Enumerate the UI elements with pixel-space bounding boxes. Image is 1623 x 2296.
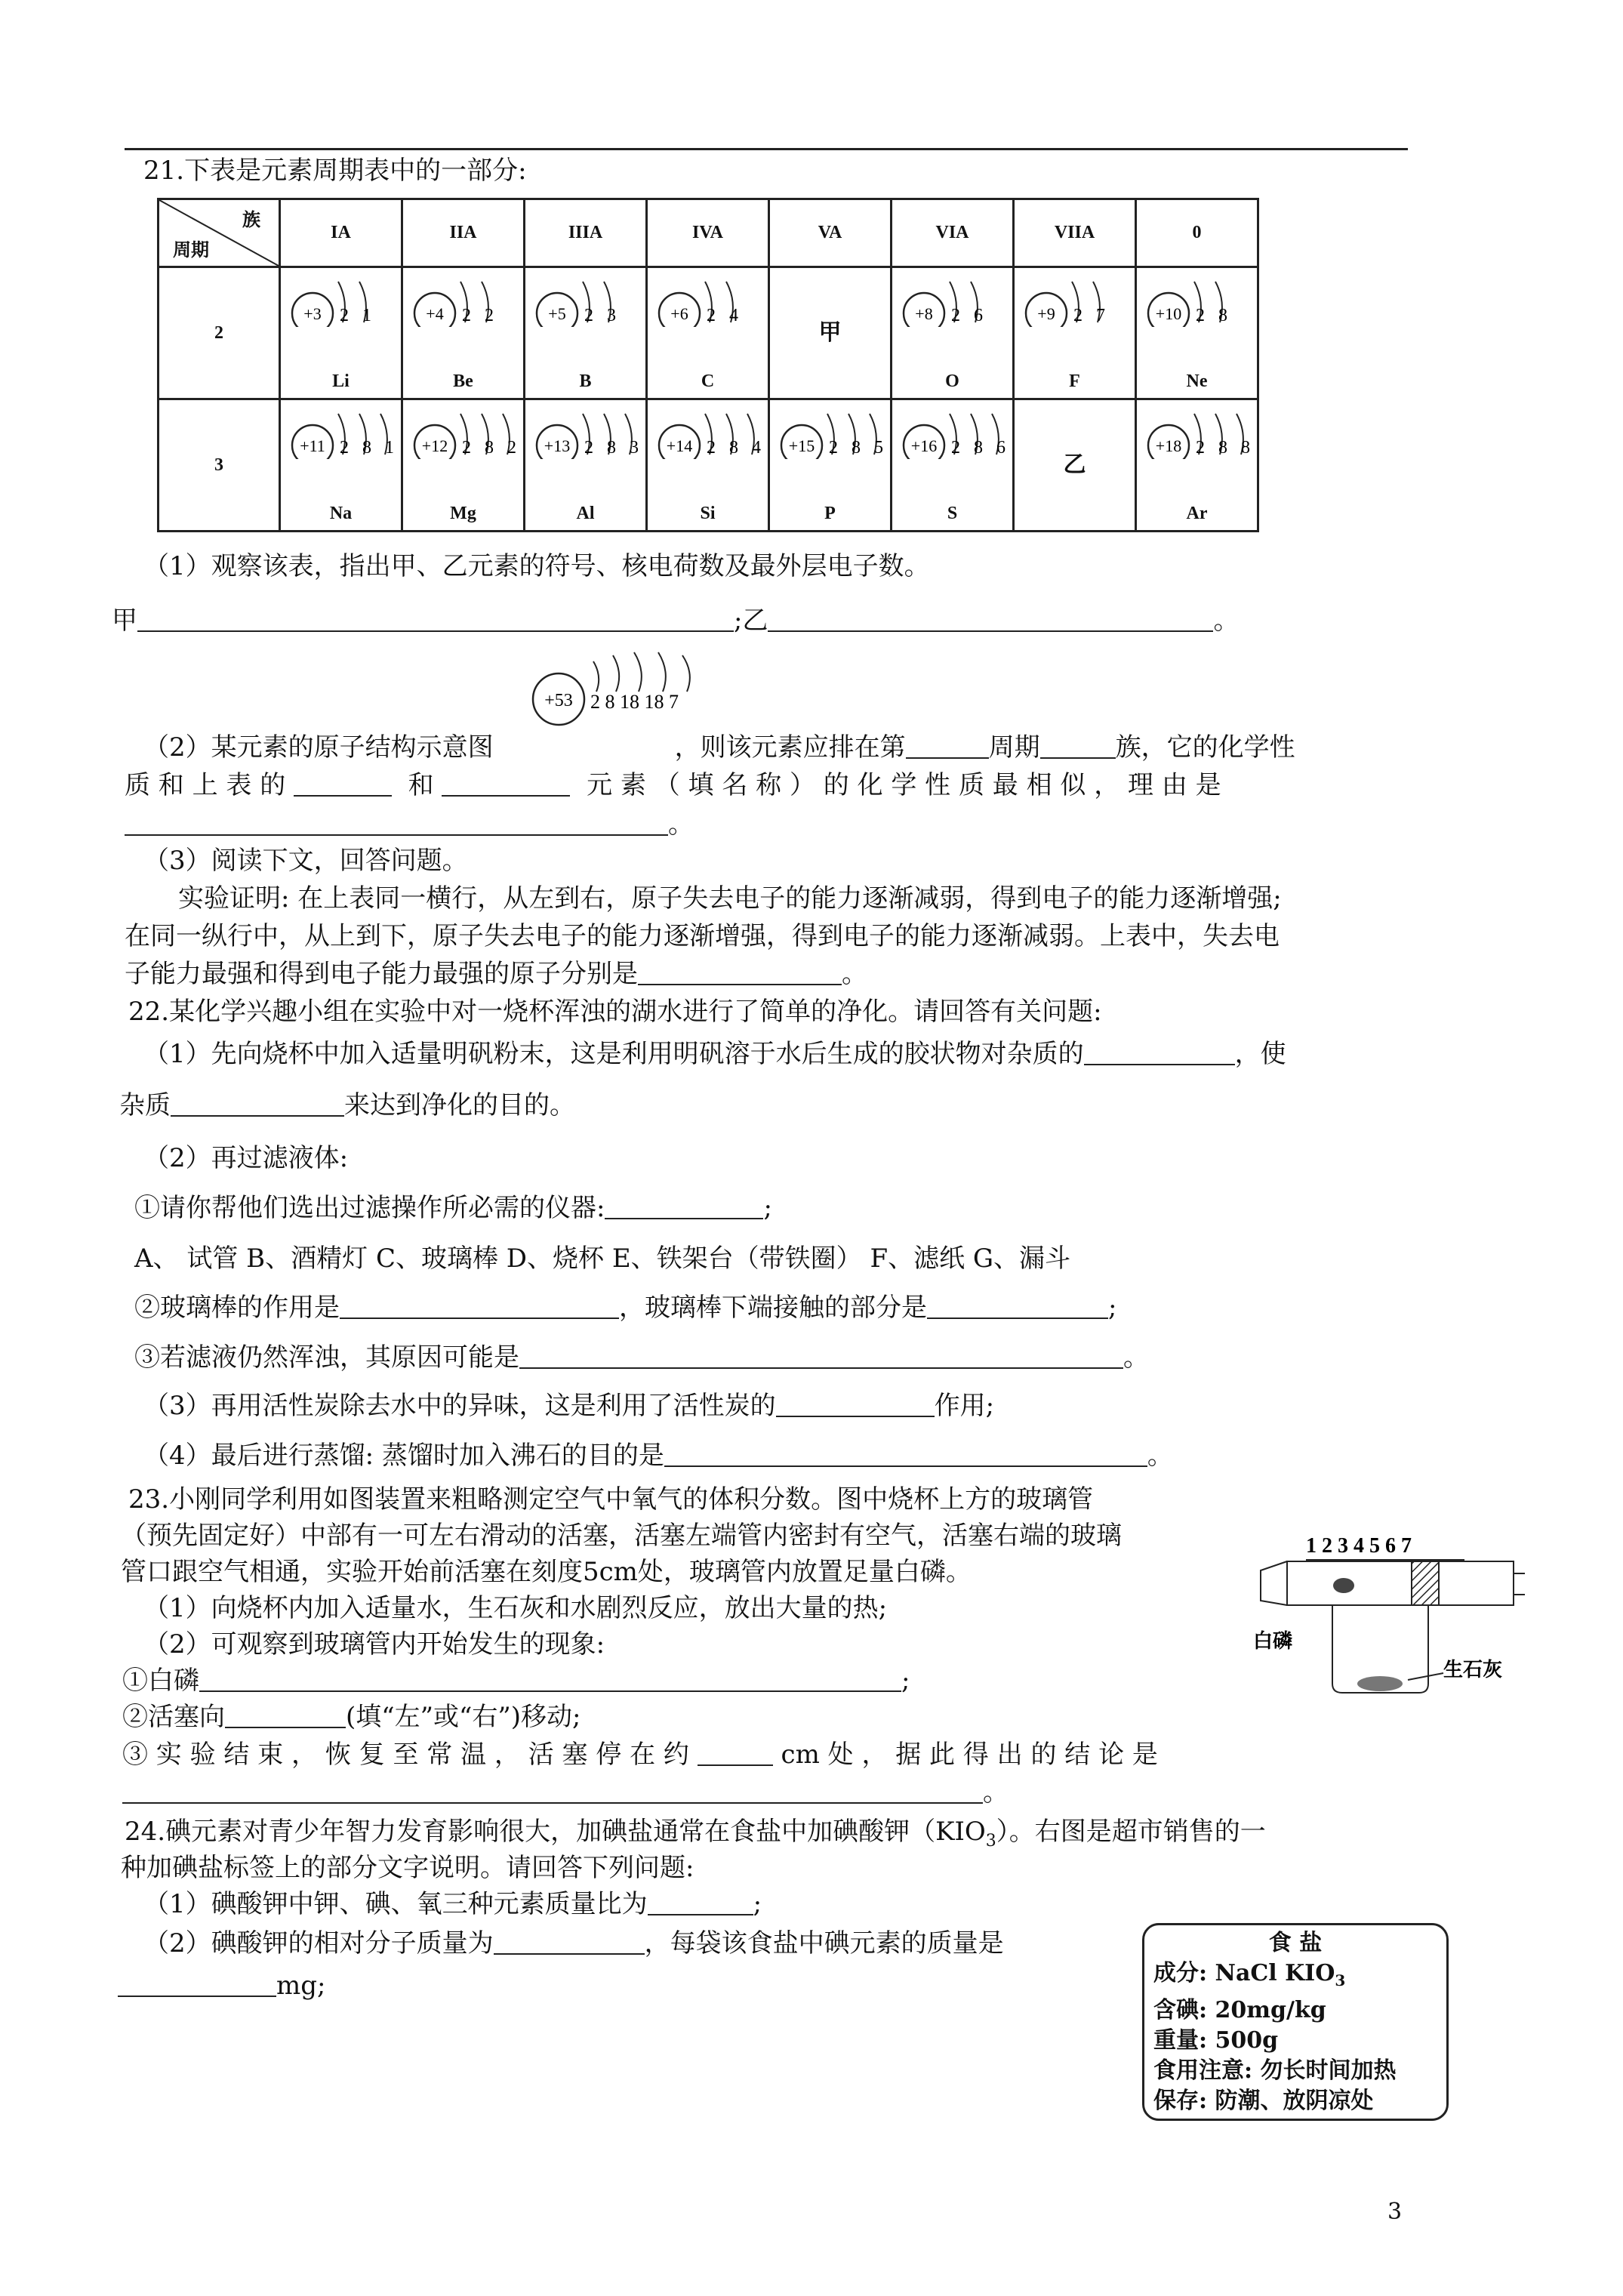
answer-blank[interactable] <box>664 1443 1147 1467</box>
period-label: 2 <box>159 267 280 399</box>
q21-title: 21.下表是元素周期表中的一部分: <box>143 156 527 186</box>
period-blank[interactable] <box>906 735 989 759</box>
electron-shells: 2 8 3 <box>584 438 643 458</box>
answer-blank[interactable] <box>648 1891 753 1915</box>
iodine-nucleus: +53 <box>544 691 573 710</box>
element-cell <box>402 399 525 532</box>
atom-diagram <box>1146 411 1259 459</box>
atom-diagram <box>290 411 403 459</box>
electron-shells: 2 8 4 <box>707 438 765 458</box>
element-symbol: Mg <box>450 504 476 523</box>
apparatus-diagram <box>1253 1525 1525 1706</box>
electron-shells: 2 8 <box>1196 306 1232 325</box>
q23-part1: （1）向烧杯内加入适量水，生石灰和水剧烈反应，放出大量的热; <box>143 1593 888 1623</box>
iodine-atom-diagram <box>528 646 717 729</box>
element-symbol: Si <box>700 504 716 523</box>
nucleus-charge: +8 <box>915 304 933 323</box>
atom-diagram <box>657 279 770 327</box>
q22-part1-line1: （1）先向烧杯中加入适量明矾粉末，这是利用明矾溶于水后生成的胶状物对杂质的 ，使 <box>143 1039 1286 1069</box>
q22-part1-line2: 杂质 来达到净化的目的。 <box>119 1090 575 1120</box>
group-header: VA <box>769 199 892 267</box>
electron-shells: 2 8 5 <box>829 438 888 458</box>
element-symbol: P <box>824 504 836 523</box>
element-symbol: F <box>1069 371 1080 391</box>
quicklime-label: 生石灰 <box>1443 1658 1503 1681</box>
quicklime-icon <box>1357 1676 1403 1691</box>
element-cell <box>280 399 402 532</box>
salt-label <box>1142 1923 1449 2121</box>
conclusion-blank[interactable] <box>122 1780 983 1804</box>
nucleus-charge: +14 <box>666 436 693 455</box>
q21-text2: 在同一纵行中，从上到下，原子失去电子的能力逐渐增强，得到电子的能力逐渐减弱。上表中，失去电 <box>125 921 1280 951</box>
group-header: IIA <box>402 199 525 267</box>
q21-part2-line1: （2）某元素的原子结构示意图 ，则该元素应排在第 周期 族，它的化学性 <box>143 732 1295 763</box>
answer-blank[interactable] <box>118 1973 276 1997</box>
element-cell <box>769 267 892 399</box>
electron-shells: 2 8 6 <box>951 438 1010 458</box>
element-cell <box>402 267 525 399</box>
answer-blank[interactable] <box>768 608 1213 632</box>
q24-part2-line2: mg; <box>118 1969 325 2002</box>
q22-part2-2: ②玻璃棒的作用是 ，玻璃棒下端接触的部分是 ; <box>134 1293 1117 1323</box>
salt-label-line: 成分: NaCl $KIO_3$ <box>1153 1960 1346 1989</box>
element-cell <box>1136 267 1258 399</box>
atom-diagram <box>290 279 403 327</box>
element-cell <box>1136 399 1258 532</box>
element-symbol: B <box>579 371 592 391</box>
q23-line3: 管口跟空气相通，实验开始前活塞在刻度5cm处，玻璃管内放置足量白磷。 <box>121 1557 972 1587</box>
q21-part2-line2: 质 和 上 表 的 和 元 素 （ 填 名 称 ） 的 化 学 性 质 最 相 似 ， 理 由 是 <box>125 770 1221 800</box>
q23-line2: （预先固定好）中部有一可左右滑动的活塞，活塞左端管内密封有空气，活塞右端的玻璃 <box>121 1521 1122 1551</box>
answer-blank[interactable] <box>199 1668 901 1692</box>
nucleus-charge: +3 <box>303 304 322 323</box>
q22-options: A、 试管 B、酒精灯 C、玻璃棒 D、烧杯 E、铁架台（带铁圈） F、滤纸 G、漏斗 <box>134 1244 1071 1274</box>
q24-part1: （1）碘酸钾中钾、碘、氧三种元素质量比为 ; <box>143 1889 762 1919</box>
atom-diagram <box>534 279 648 327</box>
atom-diagram <box>657 411 770 459</box>
q23-part2-1: ①白磷 ; <box>122 1666 910 1696</box>
electron-shells: 2 3 <box>584 306 621 325</box>
q23-part2-2: ②活塞向 (填“左”或“右”)移动; <box>122 1702 581 1732</box>
corner-bottom-label: 周期 <box>173 241 209 260</box>
element-cell <box>525 267 647 399</box>
group-header: IIIA <box>525 199 647 267</box>
atom-diagram <box>779 411 892 459</box>
element-symbol: Ne <box>1186 371 1208 391</box>
iodine-shells: 2 8 18 18 7 <box>590 691 679 713</box>
nucleus-charge: +16 <box>910 436 938 455</box>
electron-shells: 2 8 8 <box>1196 438 1255 458</box>
q24-title: 24.碘元素对青少年智力发育影响很大，加碘盐通常在食盐中加碘酸钾$(KIO_3)$。右图是超市销售的一 <box>125 1817 1266 1851</box>
answer-blank[interactable] <box>171 1093 344 1117</box>
element-cell <box>892 267 1014 399</box>
element-cell <box>1014 399 1136 532</box>
nucleus-charge: +12 <box>421 436 448 455</box>
group-header: IA <box>280 199 402 267</box>
nucleus-charge: +4 <box>426 304 444 323</box>
page-number: 3 <box>1387 2199 1403 2225</box>
yi-label: ;乙 <box>734 606 768 636</box>
atom-diagram <box>534 411 648 459</box>
nucleus-charge: +15 <box>788 436 815 455</box>
answer-blank[interactable] <box>442 772 570 797</box>
element-symbol: Be <box>453 371 473 391</box>
reason-blank[interactable] <box>125 812 668 836</box>
element-symbol: Li <box>332 371 350 391</box>
electron-shells: 2 8 2 <box>462 438 521 458</box>
q22-title: 22.某化学兴趣小组在实验中对一烧杯浑浊的湖水进行了简单的净化。请回答有关问题: <box>128 997 1102 1027</box>
answer-blank[interactable] <box>927 1295 1108 1319</box>
answer-blank[interactable] <box>605 1195 763 1219</box>
group-blank[interactable] <box>1040 735 1116 759</box>
salt-label-line: 保存: 防潮、放阴凉处 <box>1153 2088 1374 2114</box>
q22-part2-1: ①请你帮他们选出过滤操作所必需的仪器: ; <box>134 1193 772 1223</box>
element-symbol: O <box>945 371 959 391</box>
salt-label-line: 食用注意: 勿长时间加热 <box>1153 2057 1397 2084</box>
nucleus-charge: +18 <box>1155 436 1182 455</box>
unknown-element-label: 乙 <box>1063 452 1086 477</box>
answer-blank[interactable] <box>776 1393 935 1417</box>
q22-part4: （4）最后进行蒸馏: 蒸馏时加入沸石的目的是 。 <box>143 1441 1173 1471</box>
cm-blank[interactable] <box>698 1742 773 1766</box>
q23-part2-3: ③ 实 验 结 束 ， 恢 复 至 常 温 ， 活 塞 停 在 约 cm 处 ， 据 此 得 出 的 结 论 是 <box>122 1740 1158 1770</box>
q23-conclusion-line: 。 <box>122 1776 1009 1809</box>
nucleus-charge: +5 <box>548 304 566 323</box>
nucleus-charge: +10 <box>1155 304 1182 323</box>
unknown-element-label: 甲 <box>818 320 842 345</box>
nucleus-charge: +13 <box>544 436 571 455</box>
direction-blank[interactable] <box>225 1704 346 1728</box>
q21-part1: （1）观察该表，指出甲、乙元素的符号、核电荷数及最外层电子数。 <box>143 551 930 581</box>
element-cell <box>647 399 769 532</box>
salt-label-line: 含碘: 20mg/kg <box>1153 1997 1326 2023</box>
answer-blank[interactable] <box>494 1931 645 1955</box>
group-header: VIA <box>892 199 1014 267</box>
element-cell <box>1014 267 1136 399</box>
group-header: IVA <box>647 199 769 267</box>
group-header: VIIA <box>1014 199 1136 267</box>
element-symbol: Ar <box>1186 504 1208 523</box>
salt-label-title: 食 盐 <box>1268 1930 1323 1956</box>
phosphorus-icon <box>1333 1578 1354 1593</box>
q22-part2: （2）再过滤液体: <box>143 1143 349 1173</box>
answer-blank[interactable] <box>294 772 392 797</box>
phosphorus-label: 白磷 <box>1253 1629 1293 1652</box>
electron-shells: 2 7 <box>1073 306 1110 325</box>
q22-part2-3: ③若滤液仍然浑浊，其原因可能是 。 <box>134 1342 1149 1373</box>
atom-diagram <box>412 411 525 459</box>
element-cell <box>769 399 892 532</box>
q22-part3: （3）再用活性炭除去水中的异味，这是利用了活性炭的 作用; <box>143 1391 995 1421</box>
element-cell <box>280 267 402 399</box>
q21-text3: 子能力最强和得到电子能力最强的原子分别是 。 <box>125 959 867 989</box>
electron-shells: 2 4 <box>707 306 743 325</box>
scale-labels: 1 2 3 4 5 6 7 <box>1306 1534 1412 1558</box>
q23-title: 23.小刚同学利用如图装置来粗略测定空气中氧气的体积分数。图中烧杯上方的玻璃管 <box>128 1484 1094 1515</box>
period-label: 3 <box>159 399 280 532</box>
element-symbol: S <box>947 504 958 523</box>
element-symbol: Al <box>576 504 595 523</box>
top-rule <box>125 148 1408 150</box>
group-header: 0 <box>1136 199 1258 267</box>
atom-diagram <box>901 279 1015 327</box>
atom-diagram <box>901 411 1015 459</box>
atom-diagram <box>1146 279 1259 327</box>
periodic-table <box>157 198 1259 532</box>
electron-shells: 2 2 <box>462 306 498 325</box>
element-cell <box>647 267 769 399</box>
answer-blank[interactable] <box>1084 1041 1235 1065</box>
answer-blank[interactable] <box>519 1345 1123 1369</box>
nucleus-charge: +9 <box>1037 304 1055 323</box>
nucleus-charge: +11 <box>300 436 325 455</box>
q24-part2: （2）碘酸钾的相对分子质量为 ，每袋该食盐中碘元素的质量是 <box>143 1928 1004 1959</box>
element-cell <box>892 399 1014 532</box>
nucleus-charge: +6 <box>670 304 688 323</box>
jia-label: 甲 <box>112 606 137 636</box>
corner-top-label: 族 <box>242 211 260 230</box>
table-corner <box>159 199 280 267</box>
element-symbol: Na <box>329 504 353 523</box>
electron-shells: 2 1 <box>340 306 376 325</box>
q21-answer-line: 甲 ;乙 。 <box>112 606 1240 636</box>
q21-text1: 实验证明: 在上表同一横行，从左到右，原子失去电子的能力逐渐减弱，得到电子的能力逐渐增强; <box>178 883 1282 914</box>
atom-diagram <box>412 279 525 327</box>
q24-line2: 种加碘盐标签上的部分文字说明。请回答下列问题: <box>121 1853 694 1883</box>
element-cell <box>525 399 647 532</box>
atom-diagram <box>1024 279 1137 327</box>
answer-blank[interactable] <box>137 608 734 632</box>
answer-blank[interactable] <box>638 961 842 985</box>
q21-part3: （3）阅读下文，回答问题。 <box>143 846 468 876</box>
element-symbol: C <box>701 371 715 391</box>
answer-blank[interactable] <box>340 1295 619 1319</box>
salt-label-line: 重量: 500g <box>1153 2027 1279 2054</box>
electron-shells: 2 6 <box>951 306 987 325</box>
q23-part2: （2）可观察到玻璃管内开始发生的现象: <box>143 1629 605 1660</box>
q21-part2-line3: 。 <box>125 808 694 841</box>
electron-shells: 2 8 1 <box>340 438 399 458</box>
